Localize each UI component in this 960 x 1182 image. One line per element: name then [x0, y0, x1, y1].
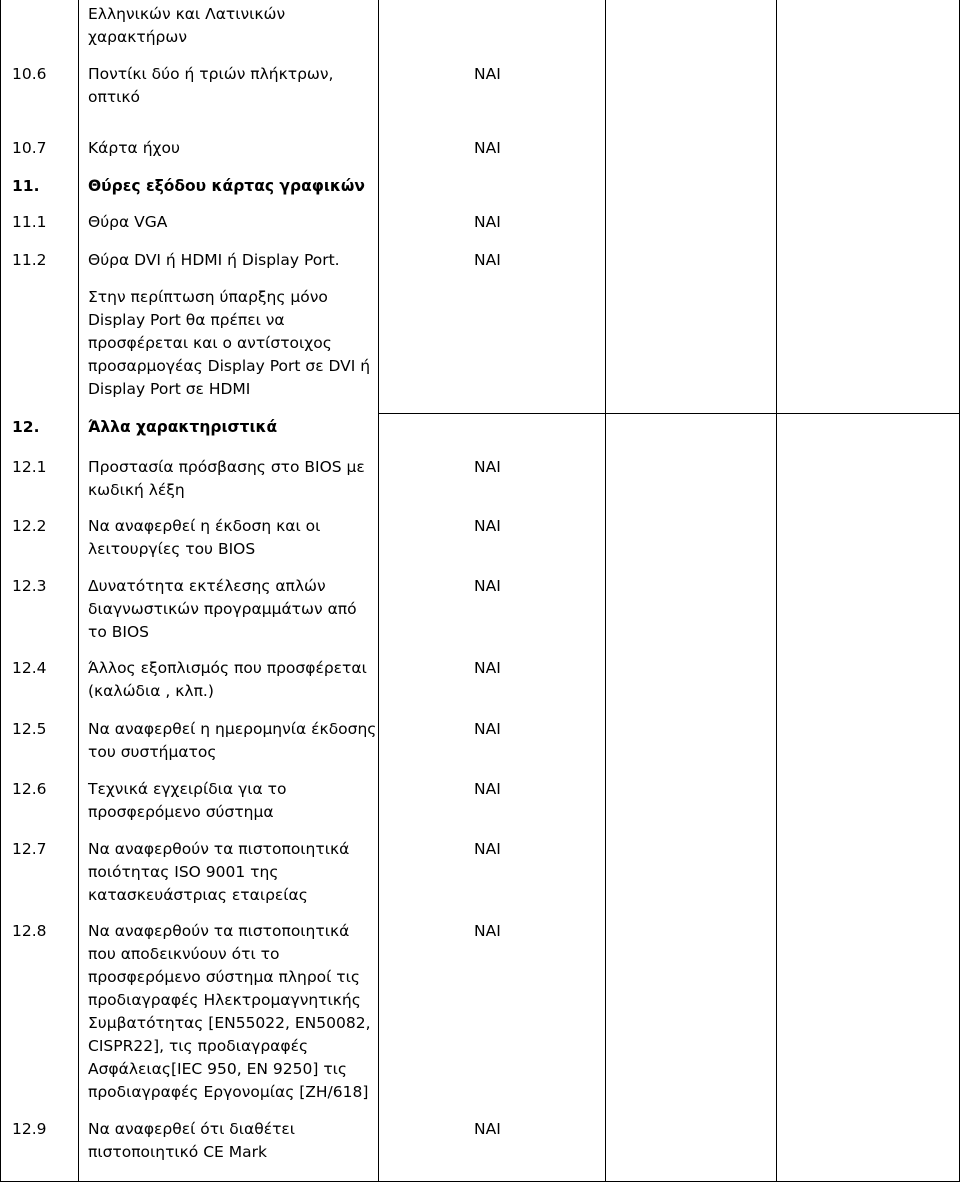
row-number: 10.7 [12, 139, 47, 157]
row-value: ΝΑΙ [474, 922, 501, 940]
row-number: 12.1 [12, 458, 47, 476]
row-number: 12.5 [12, 720, 47, 738]
row-number: 12.9 [12, 1120, 47, 1138]
row-value: ΝΑΙ [474, 840, 501, 858]
row-value: ΝΑΙ [474, 65, 501, 83]
row-number: 11.2 [12, 251, 47, 269]
row-description: Δυνατότητα εκτέλεσης απλών διαγνωστικών προγραμμάτων από το BIOS [88, 577, 357, 641]
row-description: Να αναφερθούν τα πιστοποιητικά που αποδεικνύουν ότι το προσφερόμενο σύστημα πληροί τις προδιαγραφές Ηλεκτρομαγνητικής Συμβατότητας [EN55022, EN50082, CISPR22], τις προδιαγραφές Ασφάλειας[IEC 950, EN 9250] τις προδιαγραφές Εργονομίας [ZH/618] [88, 922, 371, 1101]
row-value: ΝΑΙ [474, 1120, 501, 1138]
row-number: 12.6 [12, 780, 47, 798]
row-value: ΝΑΙ [474, 577, 501, 595]
row-number: 12.2 [12, 517, 47, 535]
row-description: Κάρτα ήχου [88, 139, 180, 157]
column-divider-extra [776, 0, 777, 1182]
row-number: 10.6 [12, 65, 47, 83]
row-value: ΝΑΙ [474, 780, 501, 798]
row-description: Να αναφερθεί ότι διαθέτει πιστοποιητικό CE Mark [88, 1120, 296, 1161]
table-border-left [0, 0, 1, 1182]
row-number: 12.7 [12, 840, 47, 858]
row-description: Να αναφερθεί η ημερομηνία έκδοσης του συστήματος [88, 720, 377, 761]
section-number: 11. [12, 177, 40, 195]
row-description: Θύρα DVI ή HDMI ή Display Port. [88, 251, 340, 269]
row-number: 12.8 [12, 922, 47, 940]
row-description: Να αναφερθούν τα πιστοποιητικά ποιότητας ISO 9001 της κατασκευάστριας εταιρείας [88, 840, 350, 904]
section-number: 12. [12, 418, 40, 436]
row-description: Ποντίκι δύο ή τριών πλήκτρων, οπτικό [88, 65, 334, 106]
row-number: 12.3 [12, 577, 47, 595]
row-description: Προστασία πρόσβασης στο BIOS με κωδική λέξη [88, 458, 365, 499]
row-description: Να αναφερθεί η έκδοση και οι λειτουργίες του BIOS [88, 517, 321, 558]
row-value: ΝΑΙ [474, 458, 501, 476]
column-divider-num [78, 0, 79, 1182]
row-number: 11.1 [12, 213, 47, 231]
row-note: Στην περίπτωση ύπαρξης μόνο Display Port θα πρέπει να προσφέρεται και ο αντίστοιχος προσαρμογέας Display Port σε DVI ή Display Port σε HDMI [88, 288, 371, 398]
row-description: Τεχνικά εγχειρίδια για το προσφερόμενο σύστημα [88, 780, 287, 821]
row-value: ΝΑΙ [474, 720, 501, 738]
row-description: Άλλος εξοπλισμός που προσφέρεται (καλώδια , κλπ.) [88, 659, 367, 700]
row-description: Ελληνικών και Λατινικών χαρακτήρων [88, 5, 286, 46]
row-number: 12.4 [12, 659, 47, 677]
section-title: Άλλα χαρακτηριστικά [88, 418, 278, 436]
row-description: Θύρα VGA [88, 213, 168, 231]
column-divider-value [605, 0, 606, 1182]
row-value: ΝΑΙ [474, 213, 501, 231]
section-title: Θύρες εξόδου κάρτας γραφικών [88, 177, 365, 195]
row-value: ΝΑΙ [474, 517, 501, 535]
row-value: ΝΑΙ [474, 251, 501, 269]
row-value: ΝΑΙ [474, 659, 501, 677]
row-value: ΝΑΙ [474, 139, 501, 157]
section-divider-top [378, 413, 960, 414]
